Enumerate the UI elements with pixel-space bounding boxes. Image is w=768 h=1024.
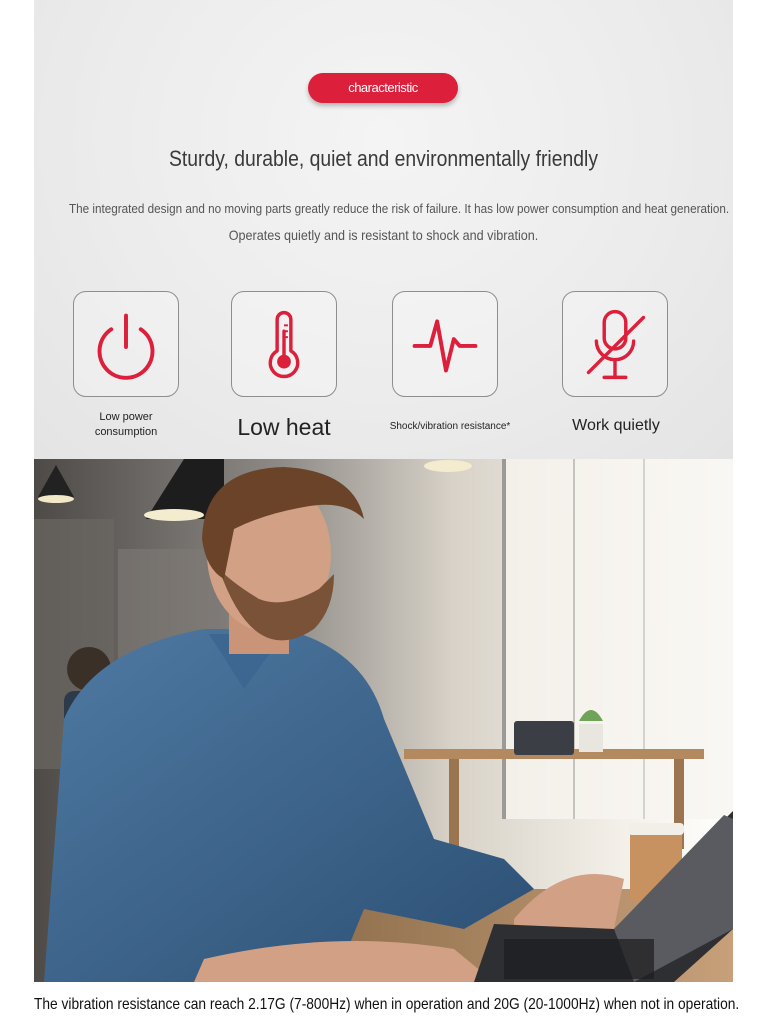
thermometer-icon: [232, 292, 336, 396]
feature-label-shock-resistance: Shock/vibration resistance*: [389, 421, 511, 432]
feature-label-low-heat: Low heat: [237, 414, 331, 440]
description-line-1: The integrated design and no moving parts greatly reduce the risk of failure. It has low power consumption and heat generation.: [68, 201, 730, 216]
feature-card-work-quietly: [562, 291, 668, 397]
features-panel: [34, 0, 733, 459]
pulse-icon: [393, 292, 497, 396]
feature-label-low-power: Low power consumption: [94, 411, 158, 438]
office-photo: [34, 459, 733, 982]
description-line-2: Operates quietly and is resistant to shock and vibration.: [228, 227, 539, 243]
vibration-caption: The vibration resistance can reach 2.17G (7-800Hz) when in operation and 20G (20-1000Hz) when not in operation.: [34, 996, 740, 1013]
man-working-on-laptop-image: [34, 459, 733, 982]
feature-label-work-quietly: Work quietly: [572, 417, 660, 434]
feature-card-low-heat: [231, 291, 337, 397]
power-icon: [74, 292, 178, 396]
headline: Sturdy, durable, quiet and environmentally friendly: [168, 146, 599, 171]
feature-card-low-power: [73, 291, 179, 397]
feature-card-shock-resistance: [392, 291, 498, 397]
characteristic-badge: characteristic: [308, 73, 458, 103]
muted-microphone-icon: [563, 292, 667, 396]
